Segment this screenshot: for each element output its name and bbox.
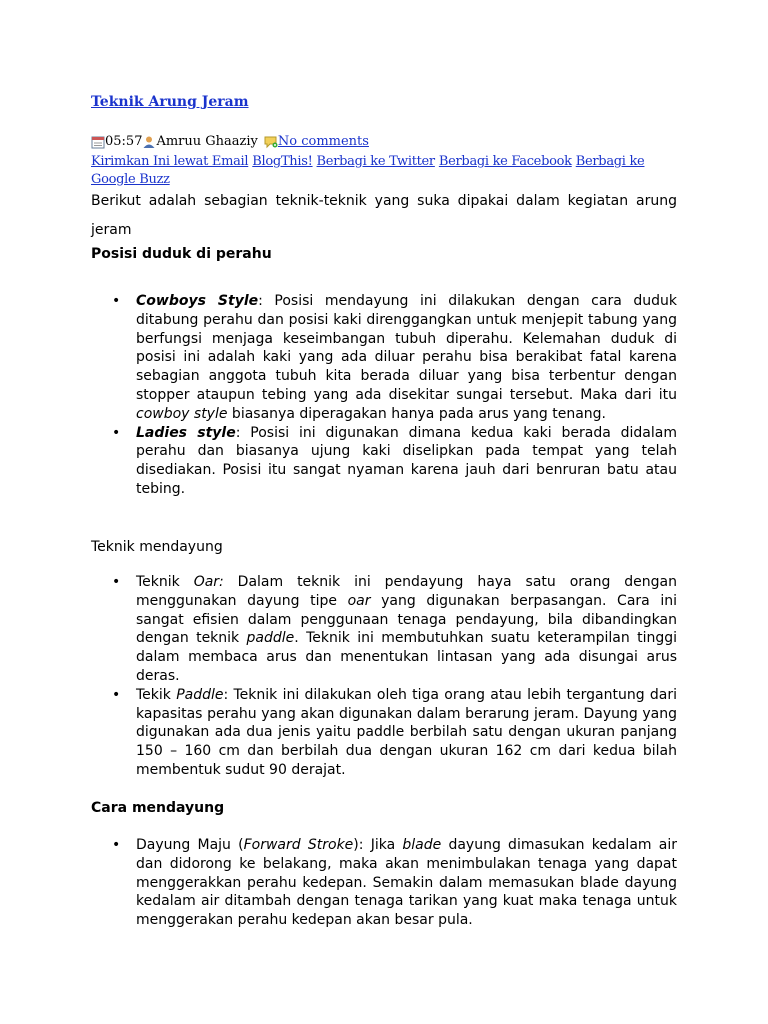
post-meta	[91, 133, 369, 151]
post-author: Amruu Ghaaziy	[156, 134, 258, 149]
list-posisi	[91, 292, 677, 499]
share-links	[91, 153, 681, 189]
user-icon	[142, 135, 156, 149]
share-twitter-link[interactable]: Berbagi ke Twitter	[316, 154, 435, 169]
share-email-link[interactable]: Kirimkan Ini lewat Email	[91, 154, 249, 169]
post-title-link[interactable]: Teknik Arung Jeram	[91, 94, 249, 110]
list-item: • Teknik Oar: Dalam teknik ini pendayung haya satu orang dengan menggunakan dayung tipe oar yang digunakan berpasangan. Cara ini sangat efisien dalam penggunaan tenaga pendayung, bila dibandingkan dengan teknik paddle. Teknik ini membutuhkan suatu keterampilan tinggi dalam membaca arus dan menentukan lintasan yang ada disungai arus deras.	[136, 573, 677, 686]
item-label: Cowboys Style	[136, 293, 259, 309]
share-blogthis-link[interactable]: BlogThis!	[252, 154, 313, 169]
list-item: • Ladies style: Posisi ini digunakan dimana kedua kaki berada didalam perahu dan biasanya ujung kaki diselipkan pada tempat yang telah disediakan. Posisi itu sangat nyaman karena jauh dari benruran batu atau tebing.	[136, 424, 677, 499]
item-label: Ladies style	[136, 424, 236, 441]
calendar-icon	[91, 135, 105, 149]
item-label: Forward Stroke	[243, 837, 354, 853]
intro-paragraph: Berikut adalah sebagian teknik-teknik yang suka dipakai dalam kegiatan arung jeram	[91, 193, 677, 238]
list-teknik	[91, 573, 677, 780]
item-label: Oar:	[193, 574, 224, 590]
share-google-buzz-link[interactable]: Berbagi ke Google Buzz	[91, 154, 645, 187]
comment-icon	[264, 135, 278, 149]
section-heading-cara: Cara mendayung	[91, 800, 225, 816]
list-cara	[91, 836, 677, 930]
section-heading-teknik: Teknik mendayung	[91, 539, 223, 555]
list-item: • Tekik Paddle: Teknik ini dilakukan oleh tiga orang atau lebih tergantung dari kapasitas perahu yang akan digunakan dalam berarung jeram. Dayung yang digunakan ada dua jenis yaitu paddle berbilah satu dengan ukuran panjang 150 – 160 cm dan berbilah dua dengan ukuran 162 cm dari kedua bilah membentuk sudut 90 derajat.	[136, 686, 677, 780]
comments-link[interactable]: No comments	[277, 134, 369, 149]
share-facebook-link[interactable]: Berbagi ke Facebook	[438, 154, 572, 169]
post-time: 05:57	[105, 134, 143, 149]
list-item: • Dayung Maju (Forward Stroke): Jika blade dayung dimasukan kedalam air dan didorong ke belakang, maka akan menimbulakan tenaga yang dapat menggerakkan perahu kedepan. Semakin dalam memasukan blade dayung kedalam air ditambah dengan tenaga tarikan yang kuat maka tenaga untuk menggerakan perahu kedepan akan besar pula.	[136, 836, 677, 930]
list-item: • Cowboys Style: Posisi mendayung ini dilakukan dengan cara duduk ditabung perahu dan posisi kaki direnggangkan untuk menjepit tabung yang berfungsi menjaga keseimbangan tubuh diperahu. Kelemahan duduk di posisi ini adalah kaki yang ada diluar perahu bisa berakibat fatal karena sebagian anggota tubuh kita berada diluar yang bisa terbentur dengan stopper ataupun tebing yang ada disekitar sungai tersebut. Maka dari itu cowboy style biasanya diperagakan hanya pada arus yang tenang.	[136, 292, 677, 424]
item-label: Paddle	[176, 686, 224, 703]
section-heading-posisi: Posisi duduk di perahu	[91, 246, 272, 262]
